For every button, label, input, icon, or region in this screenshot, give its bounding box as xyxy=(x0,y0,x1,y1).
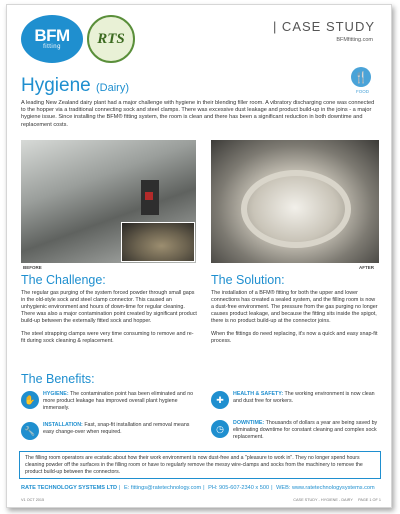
after-photo xyxy=(211,140,379,263)
before-photo xyxy=(21,140,196,263)
challenge-paragraph-1: The regular gas purging of the system forced powder through small gaps in the old-style sock and steel clamp connector. This caused an unhygienic environment and hours of down-time for regular cleaning. There was also a major contamination point created by significant product build-up between the externally fitted sock and hopper. xyxy=(21,290,197,324)
food-icon: 🍴 xyxy=(351,67,371,87)
benefit-text xyxy=(43,391,199,411)
benefit-text xyxy=(43,422,199,436)
health-cross-icon: ✚ xyxy=(211,391,229,409)
after-caption: AFTER xyxy=(359,265,374,270)
footer-email[interactable]: E: fittings@ratetechnology.com xyxy=(124,485,202,491)
benefit-description: The contamination point has been eliminated and no more product leakage has improved overall plant hygiene immensely. xyxy=(43,391,194,411)
solution-paragraph-2: When the fittings do need replacing, it's now a quick and easy snap-fit process. xyxy=(211,331,378,344)
before-caption: BEFORE xyxy=(23,265,42,270)
bfm-logo-mark: BFM xyxy=(34,26,70,45)
solution-paragraph-1: The installation of a BFM® fitting for both the upper and lower connections has created a sealed system, and the filling room is now a dust-free environment. The pressure from the gas purging no longer causes product leakage, and because the fitting sits inside the spigot, there is no product build-up at the connector joins. xyxy=(211,290,378,324)
header-url: BFMfitting.com xyxy=(336,37,373,43)
benefit-text xyxy=(233,420,379,440)
benefit-health-safety xyxy=(211,391,381,417)
benefit-label: INSTALLATION: xyxy=(43,422,83,428)
clamp-red-mark xyxy=(145,192,153,200)
case-study-label: | CASE STUDY xyxy=(272,19,375,34)
solution-heading: The Solution: xyxy=(211,273,285,287)
benefit-label: HEALTH & SAFETY: xyxy=(233,391,284,397)
challenge-heading: The Challenge: xyxy=(21,273,106,287)
hygiene-icon: ✋ xyxy=(21,391,39,409)
benefit-installation xyxy=(21,422,201,448)
challenge-text xyxy=(21,290,197,351)
case-study-page xyxy=(6,4,392,508)
footer-company: RATE TECHNOLOGY SYSTEMS LTD xyxy=(21,485,118,491)
bfm-logo-sub: fitting xyxy=(43,44,61,50)
page-title xyxy=(21,75,129,97)
benefit-downtime xyxy=(211,420,381,450)
benefit-label: HYGIENE: xyxy=(43,391,69,397)
bfm-logo xyxy=(21,15,83,63)
footer-contact: RATE TECHNOLOGY SYSTEMS LTD | E: fittings@ratetechnology.com | PH: 905-607-2340 x 500 | WEB: www.ratetechnologysystems.com xyxy=(21,485,375,491)
footer-page-info xyxy=(293,498,381,502)
benefit-description: Fast, snap-fit installation and removal means easy change-over when required. xyxy=(43,422,190,435)
rts-logo-text: RTS xyxy=(97,30,125,47)
benefit-text xyxy=(233,391,379,405)
footer-web[interactable]: WEB: www.ratetechnologysystems.com xyxy=(276,485,375,491)
page-title-main: Hygiene xyxy=(21,75,91,96)
before-inset-photo xyxy=(121,222,195,262)
footer-meta xyxy=(21,498,381,502)
footer-phone: PH: 905-607-2340 x 500 xyxy=(208,485,270,491)
challenge-paragraph-2: The steel strapping clamps were very time consuming to remove and re-fit during sock cleaning & replacement. xyxy=(21,331,194,344)
benefit-hygiene xyxy=(21,391,201,421)
benefits-heading: The Benefits: xyxy=(21,372,95,386)
fitting-rim-shape xyxy=(241,170,351,248)
food-label: FOOD xyxy=(356,89,369,94)
page-title-sub: (Dairy) xyxy=(96,82,129,94)
benefit-description: Thousands of dollars a year are being saved by eliminating downtime for constant cleaning and complex sock replacement. xyxy=(233,420,378,440)
footer-version: V1 OCT 2015 xyxy=(21,498,45,502)
footer-doc-ref: CASE STUDY - HYGIENE - DAIRY xyxy=(293,498,353,502)
testimonial-box: The filling room operators are ecstatic about how their work environment is now dust-free and a "pleasure to work in". They no longer spend hours cleaning powder off the surfaces in the filling room or have to regularly remove the messy wire-clamps and socks from the machinery to remove the product build-up between the connectors. xyxy=(19,451,381,479)
benefit-description: The working environment is now clean and dust free for workers. xyxy=(233,391,375,404)
rts-logo xyxy=(87,15,135,63)
clock-icon: ◷ xyxy=(211,420,229,438)
benefit-label: DOWNTIME: xyxy=(233,420,265,426)
intro-paragraph: A leading New Zealand dairy plant had a major challenge with hygiene in their blending filler room. A vibratory discharging cone was connected to the hopper via a traditional connecting sock and steel clamps. There was excessive dust leakage and product build-up in the joins - a major hygiene issue. Since installing the BFM® fitting system, the room is clean and there has been a significant reduction in both downtime and replacement costs. xyxy=(21,100,375,128)
solution-text xyxy=(211,290,379,351)
footer-page-number: PAGE 1 OF 1 xyxy=(358,498,381,502)
wrench-icon: 🔧 xyxy=(21,422,39,440)
